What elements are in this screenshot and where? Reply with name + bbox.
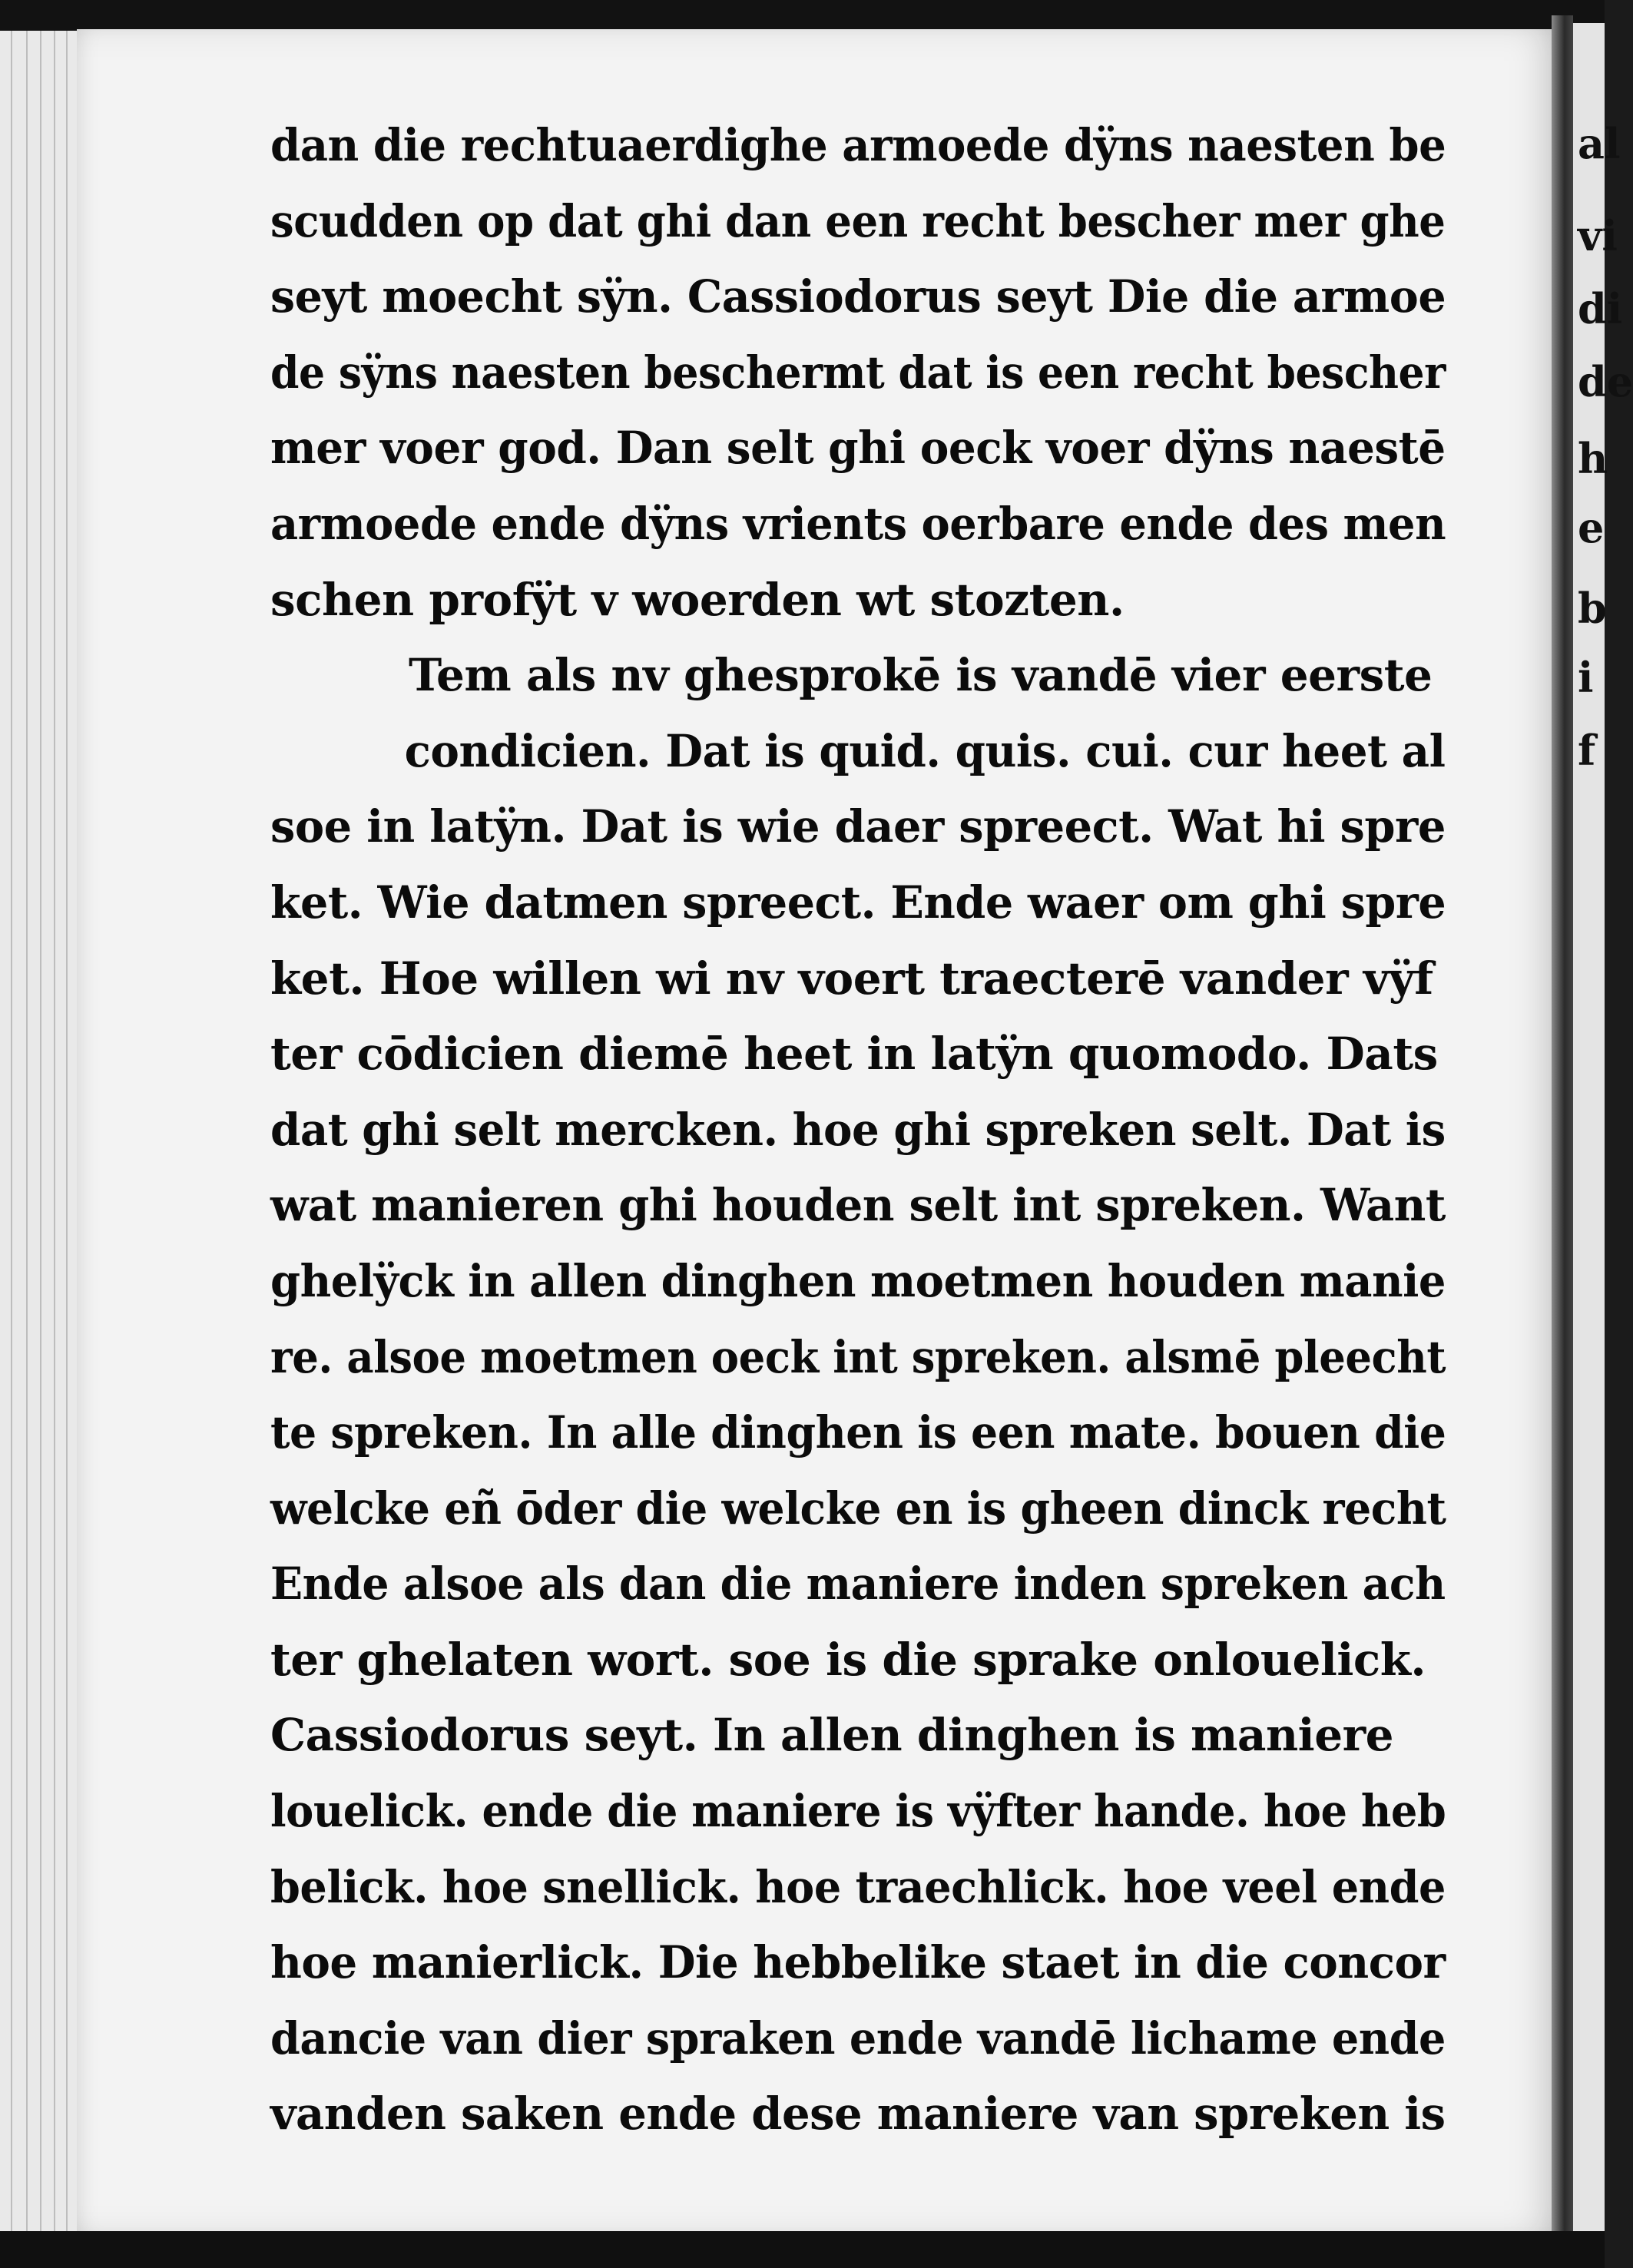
text-line: vanden saken ende dese maniere van spreken is [270,2088,1446,2141]
text-line: de sÿns naesten beschermt dat is een recht bescher [270,346,1446,399]
facing-page-fragment: f [1578,726,1596,775]
facing-page-fragment: di [1578,284,1623,333]
text-line: Cassiodorus seyt. In allen dinghen is maniere [270,1709,1394,1762]
scan-top-border [0,0,1605,32]
facing-page-fragment: e [1578,503,1605,552]
text-line: dancie van dier spraken ende vandē lichame ende [270,2011,1446,2064]
text-line: belick. hoe snellick. hoe traechlick. hoe veel ende [270,1860,1446,1913]
book-gutter [1552,15,1573,2243]
text-line: Tem als nv ghesprokē is vandē vier eerste [409,649,1433,702]
text-line: re. alsoe moetmen oeck int spreken. alsmē pleecht [270,1330,1446,1383]
text-line: mer voer god. Dan selt ghi oeck voer dÿns naestē [270,422,1446,475]
text-line: condicien. Dat is quid. quis. cui. cur heet al [404,724,1446,777]
text-line: seyt moecht sÿn. Cassiodorus seyt Die die armoe [270,270,1446,323]
facing-page-edge [1573,23,1633,2231]
text-line: scudden op dat ghi dan een recht bescher mer ghe [270,194,1446,247]
text-line: ket. Hoe willen wi nv voert traecterē vander vÿf [270,952,1433,1005]
facing-page-fragment: vi [1578,211,1618,260]
text-line: ghelÿck in allen dinghen moetmen houden manie [270,1254,1446,1307]
text-line: dat ghi selt mercken. hoe ghi spreken selt. Dat is [270,1103,1446,1156]
text-line: ter cōdicien diemē heet in latÿn quomodo. Dats [270,1028,1438,1081]
facing-page-fragment: i [1578,653,1594,702]
facing-page-fragment: de [1578,357,1633,406]
text-line: te spreken. In alle dinghen is een mate. bouen die [270,1406,1446,1459]
text-line: hoe manierlick. Die hebbelike staet in die concor [270,1936,1446,1989]
facing-page-fragment: al [1578,119,1621,168]
page-text-block [270,108,1446,2152]
text-line: soe in latÿn. Dat is wie daer spreect. Wat hi spre [270,800,1446,853]
scan-bottom-border [0,2231,1605,2268]
text-line: ter ghelaten wort. soe is die sprake onlouelick. [270,1633,1426,1686]
text-line: ket. Wie datmen spreect. Ende waer om ghi spre [270,876,1446,929]
text-line: dan die rechtuaerdighe armoede dÿns naesten be [270,119,1446,171]
text-line: schen profÿt v woerden wt stozten. [270,573,1125,626]
facing-page-fragment: b [1578,584,1607,633]
facing-page-fragment: h [1578,434,1608,483]
text-line: welcke eñ ōder die welcke en is gheen dinck recht [270,1482,1446,1535]
text-line: louelick. ende die maniere is vÿfter hande. hoe heb [270,1785,1446,1838]
text-line: Ende alsoe als dan die maniere inden spreken ach [270,1558,1446,1611]
text-line: armoede ende dÿns vrients oerbare ende des men [270,497,1446,550]
text-line: wat manieren ghi houden selt int spreken. Want [270,1179,1446,1232]
